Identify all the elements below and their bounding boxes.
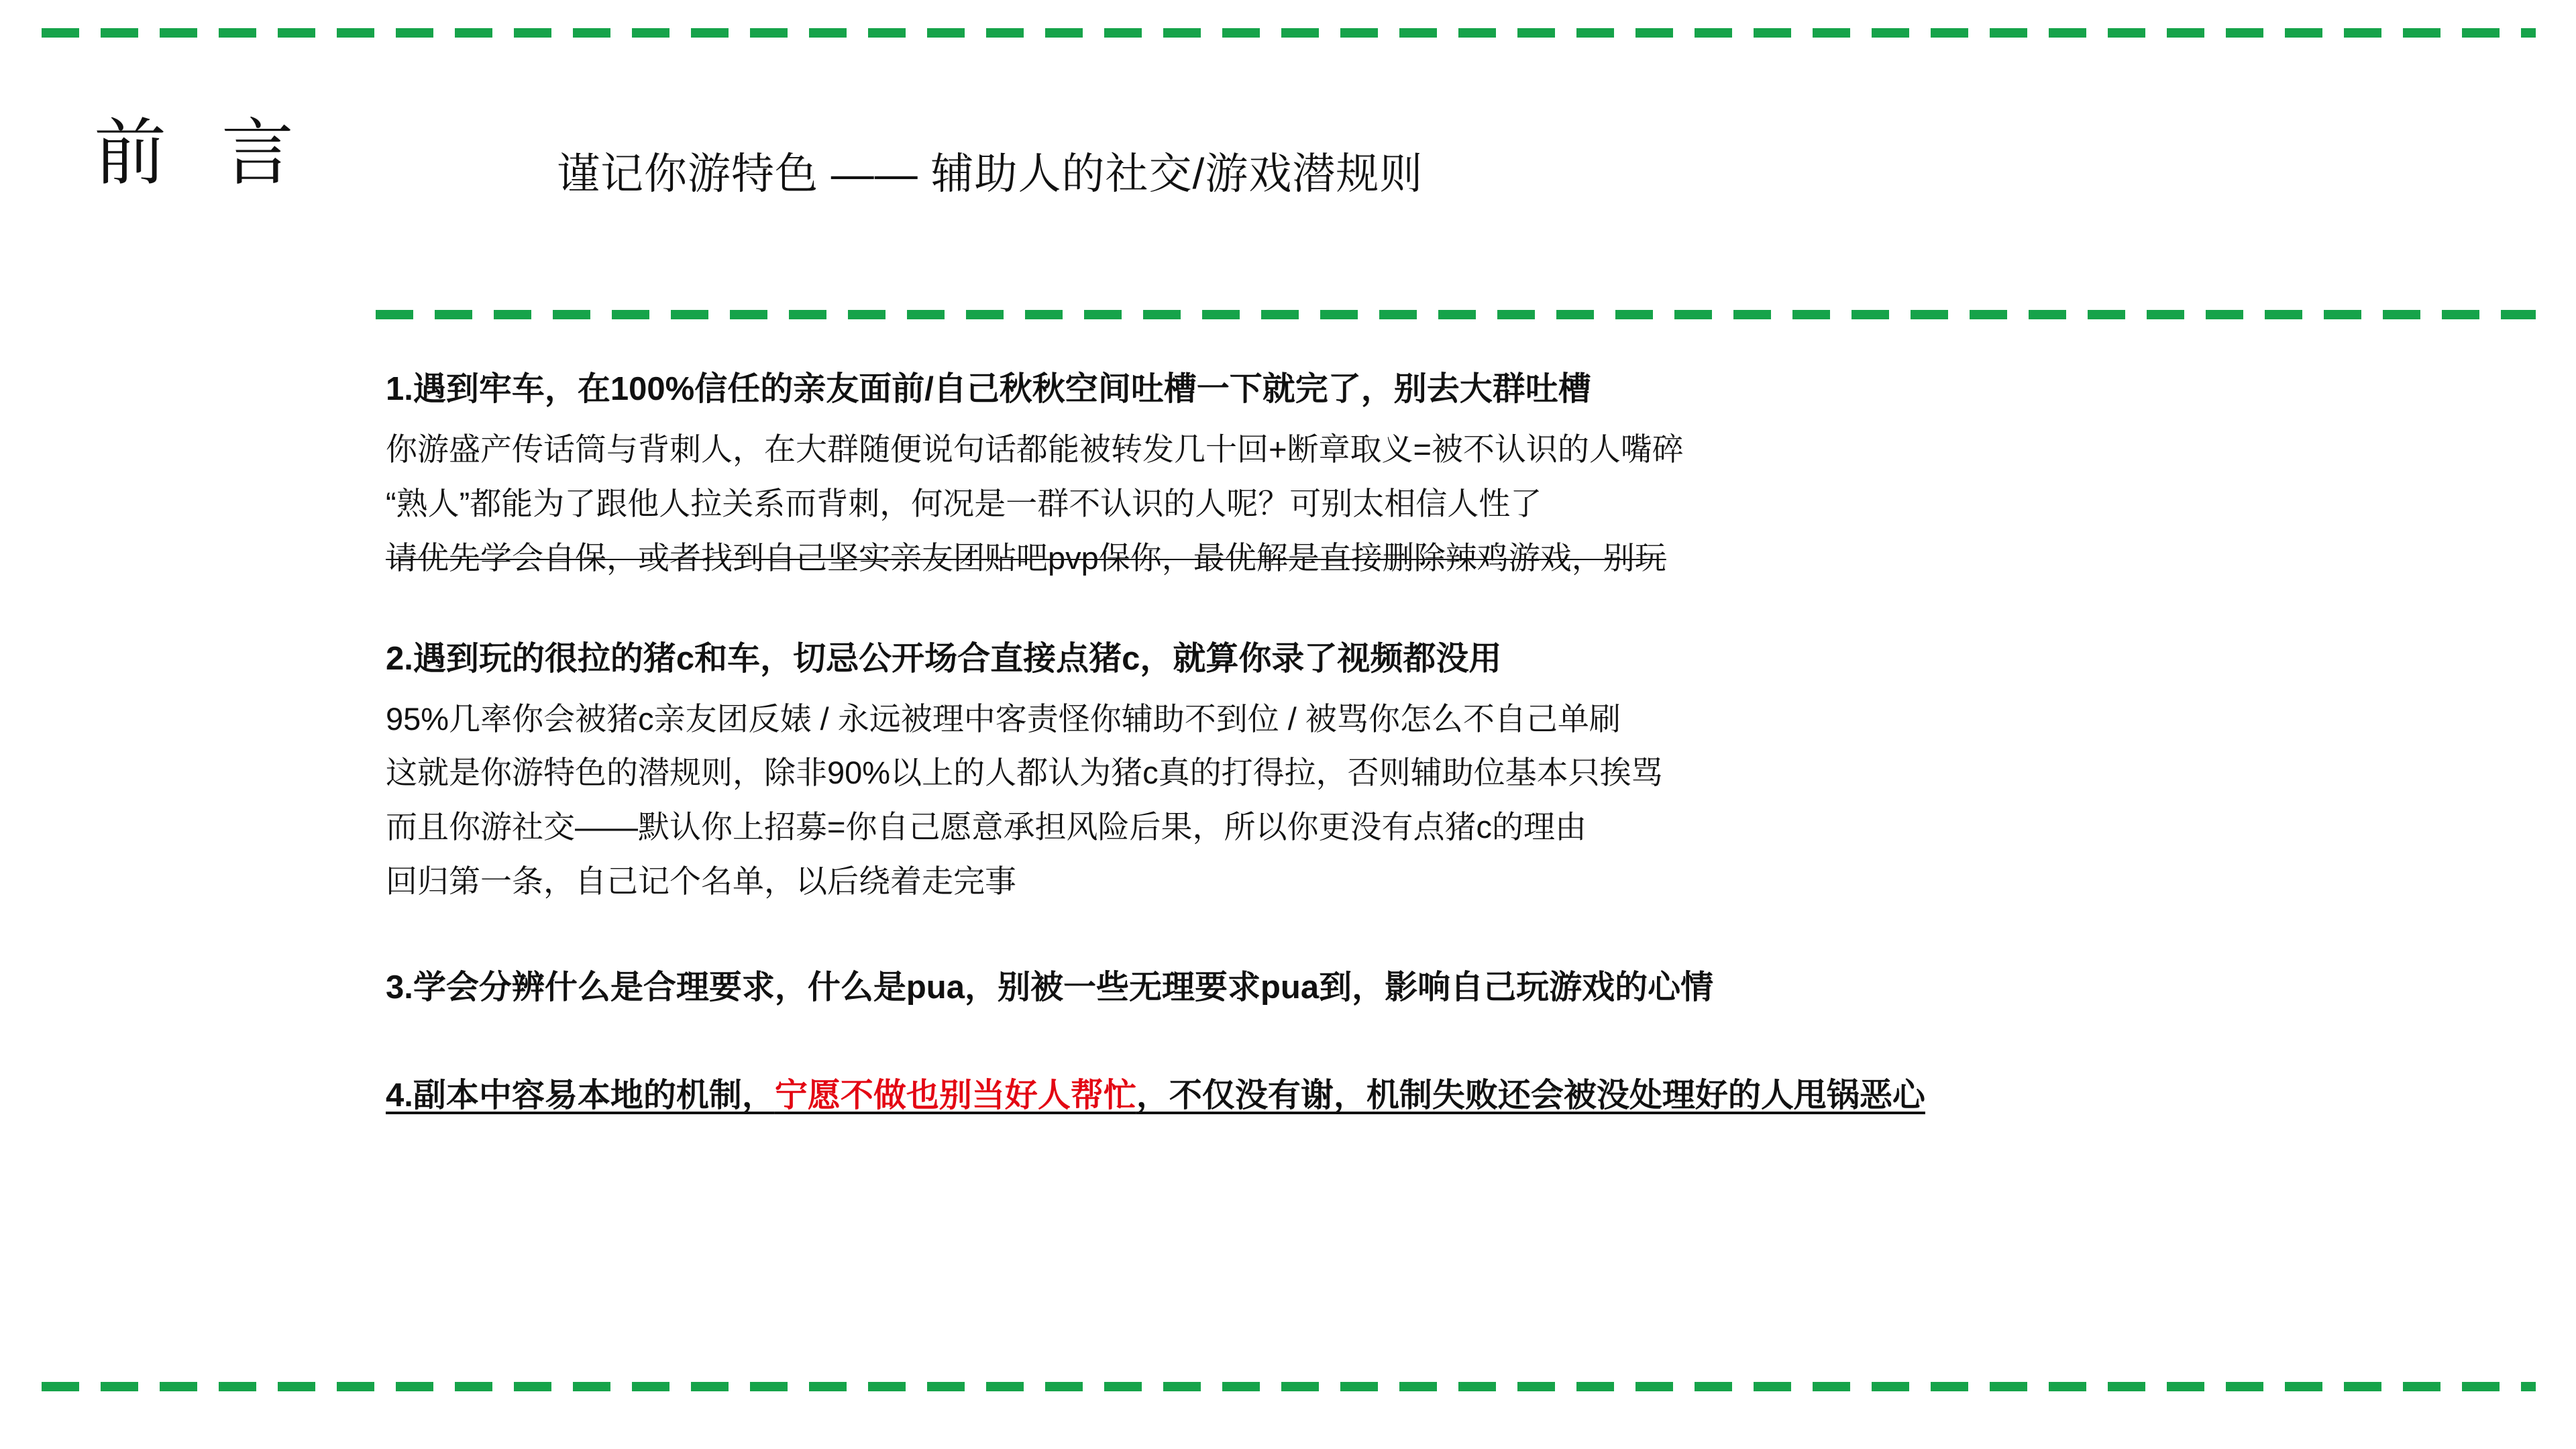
section-4 — [386, 1072, 2519, 1120]
section-3 — [386, 964, 2519, 1012]
bottom-dashed-divider — [42, 1382, 2536, 1391]
section-2 — [386, 635, 2519, 909]
slide-header — [0, 107, 2576, 241]
section-1-line-1: 你游盛产传话筒与背刺人，在大群随便说句话都能被转发几十回+断章取义=被不认识的人嘴碎 — [386, 431, 1684, 468]
section-4-heading — [386, 1072, 2519, 1120]
section-4-heading-after: ，不仅没有谢，机制失败还会被没处理好的人甩锅恶心 — [1136, 1077, 1925, 1114]
section-3-heading: 3.学会分辨什么是合理要求，什么是pua，别被一些无理要求pua到，影响自己玩游戏的心情 — [386, 969, 1714, 1006]
section-2-line-2: 这就是你游特色的潜规则，除非90%以上的人都认为猪c真的打得拉，否则辅助位基本只挨骂 — [386, 755, 1663, 791]
middle-dashed-divider — [376, 310, 2536, 319]
page-title: 前 言 — [94, 112, 312, 193]
section-1 — [386, 366, 2519, 586]
slide-subtitle: 谨记你游特色 —— 辅助人的社交/游戏潜规则 — [557, 150, 1424, 198]
top-dashed-divider — [42, 28, 2536, 38]
section-1-line-2: “熟人”都能为了跟他人拉关系而背刺，何况是一群不认识的人呢？可别太相信人性了 — [386, 485, 1542, 521]
section-2-line-4: 回归第一条，自己记个名单，以后绕着走完事 — [386, 863, 1016, 900]
section-1-heading: 1.遇到牢车，在100%信任的亲友面前/自己秋秋空间吐槽一下就完了，别去大群吐槽 — [386, 371, 1591, 407]
section-2-line-1: 95%几率你会被猪c亲友团反婊 / 永远被理中客责怪你辅助不到位 / 被骂你怎么不自己单刷 — [386, 700, 1621, 737]
section-4-heading-before: 4.副本中容易本地的机制， — [386, 1077, 775, 1114]
section-2-line-3: 而且你游社交——默认你上招募=你自己愿意承担风险后果，所以你更没有点猪c的理由 — [386, 809, 1587, 845]
slide-content — [386, 366, 2519, 1120]
section-2-heading: 2.遇到玩的很拉的猪c和车，切忌公开场合直接点猪c，就算你录了视频都没用 — [386, 640, 1502, 677]
section-4-heading-highlight: 宁愿不做也别当好人帮忙 — [774, 1077, 1136, 1114]
section-1-line-3: 请优先学会自保，或者找到自己坚实亲友团贴吧pvp保你，最优解是直接删除辣鸡游戏，别玩 — [386, 539, 1666, 576]
